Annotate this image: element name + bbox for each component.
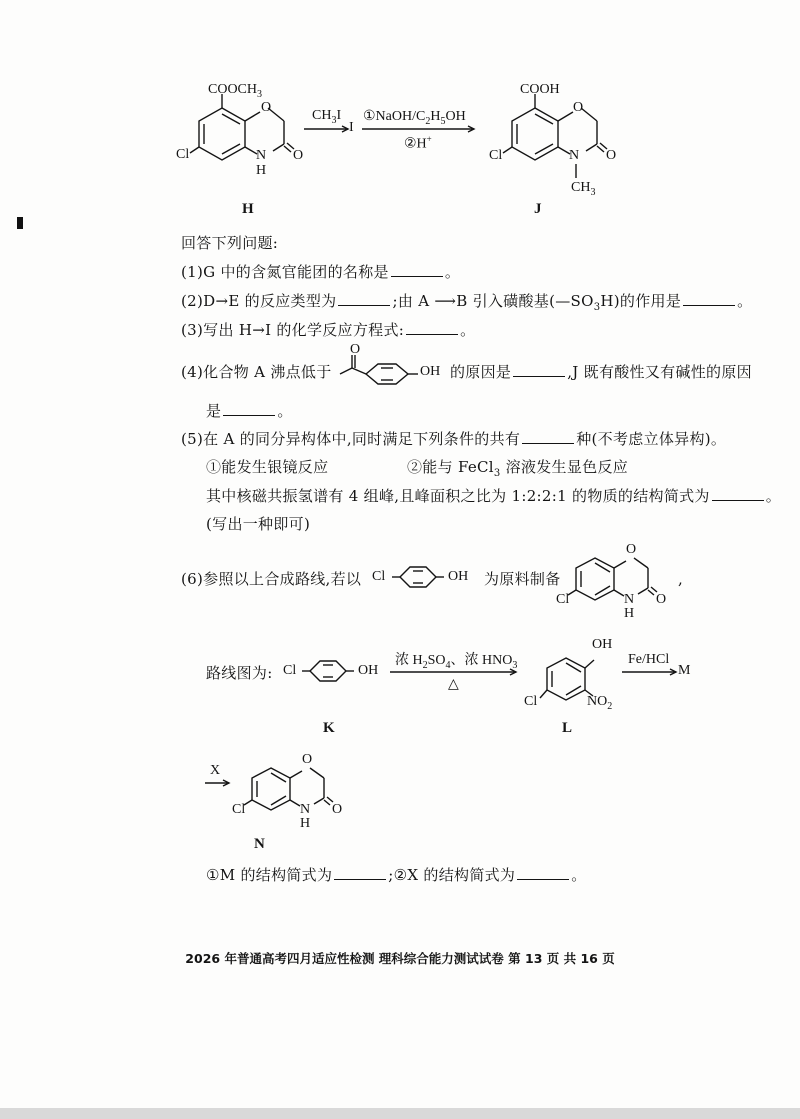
q6-hydroxyl: OH: [448, 569, 469, 584]
answer-blank-4b[interactable]: [223, 403, 275, 416]
arrow-H-to-I: [304, 124, 354, 134]
H-nitrogen: N: [256, 148, 267, 163]
N-ring-oxygen: O: [302, 752, 313, 767]
J-chlorine: Cl: [489, 148, 503, 163]
label-N: N: [254, 836, 265, 852]
target-nitrogen-h: H: [624, 606, 635, 621]
L-hydroxyl: OH: [592, 637, 613, 652]
answer-blank-6b[interactable]: [517, 867, 569, 880]
question-4-part1: (4)化合物 A 沸点低于: [181, 363, 332, 381]
J-carbonyl-oxygen: O: [606, 148, 617, 163]
answer-blank-2a[interactable]: [338, 293, 390, 306]
question-1: (1)G 中的含氮官能团的名称是 。: [181, 263, 461, 281]
N-chlorine: Cl: [232, 802, 246, 817]
label-L: L: [562, 720, 573, 736]
answer-blank-4a[interactable]: [513, 364, 565, 377]
J-nitrogen: N: [569, 148, 580, 163]
label-H: H: [242, 201, 254, 217]
question-6-comma: ,: [678, 570, 684, 588]
reagent-ch3i: $CH_3I$: [312, 108, 342, 126]
question-5-note: (写出一种即可): [206, 515, 311, 533]
page-marker: [17, 217, 23, 229]
H-substituent: $COOCH_3$: [208, 82, 263, 100]
intermediate-I: I: [349, 120, 354, 135]
question-6-answers: ①M 的结构简式为 ;②X 的结构简式为 。: [206, 866, 587, 884]
N-carbonyl-oxygen: O: [332, 802, 343, 817]
J-substituent: COOH: [520, 82, 560, 97]
molecule-4-chlorophenol: [392, 560, 452, 594]
target-chlorine: Cl: [556, 592, 570, 607]
answer-blank-2b[interactable]: [683, 293, 735, 306]
target-nitrogen: N: [624, 592, 635, 607]
H-chlorine: Cl: [176, 147, 190, 162]
question-2: (2)D→E 的反应类型为 ;由 A ⟶B 引入磺酸基$(—SO_3H)$的作用是 。: [181, 292, 753, 313]
molecule-K: [302, 654, 362, 688]
answer-blank-5b[interactable]: [712, 488, 764, 501]
K-chlorine: Cl: [283, 663, 297, 678]
reagent-X: X: [210, 763, 221, 778]
question-4-part2: 的原因是 ,J 既有酸性又有碱性的原因: [450, 363, 752, 381]
L-chlorine: Cl: [524, 694, 538, 709]
J-ring-oxygen: O: [573, 100, 584, 115]
reagent-naoh: ①NaOH/$C_2H_5OH$: [363, 109, 466, 127]
label-J: J: [534, 201, 542, 217]
q6-chloro: Cl: [372, 569, 386, 584]
arrow-M-to-N: [205, 778, 235, 788]
H-nitrogen-h: H: [256, 163, 267, 178]
answer-blank-3[interactable]: [406, 322, 458, 335]
H-ring-oxygen: O: [261, 100, 272, 115]
page-footer: 2026 年普通高考四月适应性检测 理科综合能力测试试卷 第 13 页 共 16 页: [185, 951, 615, 966]
reagent-nitration: 浓 $H_2SO_4$、浓 $HNO_3$: [395, 653, 518, 671]
question-5-condition-2: ②能与 FeCl$_3$ 溶液发生显色反应: [407, 458, 629, 479]
arrow-L-to-M: [622, 667, 682, 677]
route-label: 路线图为:: [206, 664, 273, 682]
question-6-part1: (6)参照以上合成路线,若以: [181, 570, 362, 588]
H-carbonyl-oxygen: O: [293, 148, 304, 163]
J-methyl: $CH_3$: [571, 180, 596, 198]
arrow-I-to-J: [362, 124, 482, 134]
N-nitrogen: N: [300, 802, 311, 817]
question-6-part2: 为原料制备: [484, 570, 561, 588]
L-nitro: $NO_2$: [587, 694, 613, 712]
question-5-nmr: 其中核磁共振氢谱有 4 组峰,且峰面积之比为 1:2:2:1 的物质的结构简式为 。: [206, 487, 782, 505]
K-hydroxyl: OH: [358, 663, 379, 678]
target-ring-oxygen: O: [626, 542, 637, 557]
intermediate-M: M: [678, 663, 691, 678]
bottom-edge: [0, 1108, 800, 1119]
target-carbonyl-oxygen: O: [656, 592, 667, 607]
label-K: K: [323, 720, 335, 736]
answer-blank-1[interactable]: [391, 264, 443, 277]
N-nitrogen-h: H: [300, 816, 311, 831]
q4-ketone-oxygen: O: [350, 342, 361, 357]
question-5: (5)在 A 的同分异构体中,同时满足下列条件的共有 种(不考虑立体异构)。: [181, 430, 727, 448]
molecule-N: [236, 750, 356, 830]
reagent-heat: △: [448, 677, 459, 692]
answer-blank-6a[interactable]: [334, 867, 386, 880]
molecule-target: [560, 540, 680, 620]
questions-intro: 回答下列问题:: [181, 234, 279, 252]
q4-hydroxyl: OH: [420, 364, 441, 379]
answer-blank-5a[interactable]: [522, 431, 574, 444]
question-4-line2: 是 。: [206, 402, 293, 420]
question-3: (3)写出 H→I 的化学反应方程式: 。: [181, 321, 476, 339]
question-5-condition-1: ①能发生银镜反应: [206, 458, 329, 476]
reagent-acid: ②H+: [404, 134, 432, 152]
reagent-fe-hcl: Fe/HCl: [628, 652, 670, 667]
